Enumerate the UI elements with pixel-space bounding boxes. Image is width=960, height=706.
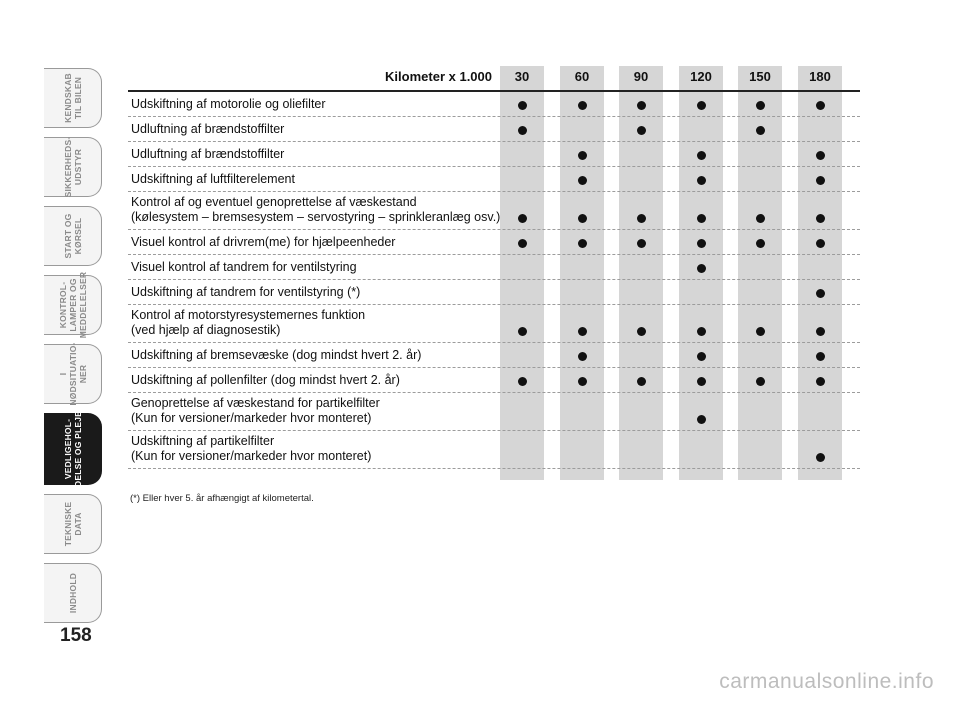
table-row: [128, 255, 860, 280]
service-interval-dot: [756, 214, 765, 223]
service-interval-dot: [518, 214, 527, 223]
service-interval-dot: [518, 327, 527, 336]
watermark: carmanualsonline.info: [719, 670, 934, 693]
service-item-text: Visuel kontrol af tandrem for ventilstyring: [131, 260, 357, 274]
table-row: [128, 142, 860, 167]
service-interval-dot: [697, 327, 706, 336]
table-row: [128, 117, 860, 142]
footnote: (*) Eller hver 5. år afhængigt af kilometertal.: [130, 493, 314, 504]
table-row: [128, 92, 860, 117]
service-item-text: Udskiftning af partikelfilter (Kun for versioner/markeder hvor monteret): [131, 434, 372, 463]
service-item-text: Kontrol af og eventuel genoprettelse af væskestand (kølesystem – bremsesystem – servostyring – sprinkleranlæg osv.): [131, 195, 501, 224]
table-row: [128, 431, 860, 469]
service-interval-dot: [578, 377, 587, 386]
table-row: [128, 167, 860, 192]
service-interval-dot: [756, 101, 765, 110]
service-interval-dot: [816, 327, 825, 336]
section-tab[interactable]: [44, 68, 102, 128]
section-tab-label: I NØDSITUATIO- NER: [57, 342, 88, 406]
service-interval-dot: [578, 327, 587, 336]
service-item-text: Udskiftning af motorolie og oliefilter: [131, 97, 326, 111]
service-interval-dot: [697, 352, 706, 361]
service-interval-dot: [816, 214, 825, 223]
section-tab[interactable]: [44, 206, 102, 266]
service-item-text: Udskiftning af luftfilterelement: [131, 172, 295, 186]
service-interval-dot: [697, 101, 706, 110]
table-row: [128, 368, 860, 393]
service-item-text: Udskiftning af pollenfilter (dog mindst hvert 2. år): [131, 373, 400, 387]
section-tab-label: START OG KØRSEL: [62, 213, 83, 259]
km-column-header: 120: [690, 69, 712, 84]
section-tab[interactable]: [44, 137, 102, 197]
section-tab[interactable]: [44, 271, 102, 339]
service-interval-dot: [637, 239, 646, 248]
service-interval-dot: [816, 101, 825, 110]
service-interval-dot: [816, 352, 825, 361]
service-item-text: Udluftning af brændstoffilter: [131, 122, 285, 136]
service-interval-dot: [637, 101, 646, 110]
service-interval-dot: [578, 352, 587, 361]
service-interval-dot: [697, 214, 706, 223]
service-item-text: Genoprettelse af væskestand for partikelfilter (Kun for versioner/markeder hvor monteret): [131, 396, 380, 425]
km-column-header: 180: [809, 69, 831, 84]
service-interval-dot: [816, 151, 825, 160]
service-item-text: Udskiftning af bremsevæske (dog mindst hvert 2. år): [131, 348, 422, 362]
service-interval-dot: [816, 289, 825, 298]
table-row: [128, 343, 860, 368]
service-interval-dot: [697, 239, 706, 248]
maintenance-table: [128, 66, 860, 469]
service-interval-dot: [578, 151, 587, 160]
service-interval-dot: [697, 377, 706, 386]
service-interval-dot: [518, 101, 527, 110]
table-row: [128, 192, 860, 230]
table-header: [128, 66, 860, 92]
service-interval-dot: [578, 214, 587, 223]
section-tab-label: KENDSKAB TIL BILEN: [62, 73, 83, 123]
service-interval-dot: [518, 126, 527, 135]
section-tab-label: TEKNISKE DATA: [62, 501, 83, 547]
section-tab-label: SIKKERHEDS- UDSTYR: [62, 136, 83, 198]
page-number: 158: [60, 625, 92, 646]
km-column-header: 30: [514, 69, 530, 84]
section-tabs: [44, 68, 106, 632]
service-interval-dot: [816, 377, 825, 386]
service-interval-dot: [756, 126, 765, 135]
header-label: Kilometer x 1.000: [385, 69, 492, 84]
service-interval-dot: [578, 176, 587, 185]
table-row: [128, 305, 860, 343]
service-interval-dot: [756, 377, 765, 386]
service-interval-dot: [637, 377, 646, 386]
service-interval-dot: [697, 176, 706, 185]
km-column-header: 150: [749, 69, 771, 84]
service-interval-dot: [518, 239, 527, 248]
section-tab-label: KONTROL- LAMPER OG MEDDELELSER: [57, 271, 88, 339]
service-interval-dot: [518, 377, 527, 386]
service-interval-dot: [816, 176, 825, 185]
section-tab[interactable]: [44, 344, 102, 404]
service-interval-dot: [756, 239, 765, 248]
table-row: [128, 393, 860, 431]
service-item-text: Udluftning af brændstoffilter: [131, 147, 285, 161]
service-item-text: Kontrol af motorstyresystemernes funktion (ved hjælp af diagnosestik): [131, 308, 366, 337]
service-interval-dot: [697, 415, 706, 424]
service-interval-dot: [697, 151, 706, 160]
service-interval-dot: [756, 327, 765, 336]
section-tab[interactable]: [44, 410, 102, 488]
service-interval-dot: [637, 214, 646, 223]
section-tab-label: INDHOLD: [67, 572, 78, 614]
service-interval-dot: [816, 453, 825, 462]
table-row: [128, 280, 860, 305]
service-interval-dot: [697, 264, 706, 273]
service-interval-dot: [578, 101, 587, 110]
section-tab[interactable]: [44, 563, 102, 623]
km-column-header: 60: [574, 69, 590, 84]
service-interval-dot: [637, 126, 646, 135]
service-interval-dot: [578, 239, 587, 248]
table-row: [128, 230, 860, 255]
section-tab[interactable]: [44, 494, 102, 554]
km-column-header: 90: [633, 69, 649, 84]
service-interval-dot: [816, 239, 825, 248]
service-item-text: Udskiftning af tandrem for ventilstyring (*): [131, 285, 361, 299]
section-tab-label: VEDLIGEHOL- DELSE OG PLEJE: [62, 410, 83, 488]
service-interval-dot: [637, 327, 646, 336]
service-item-text: Visuel kontrol af drivrem(me) for hjælpeenheder: [131, 235, 396, 249]
